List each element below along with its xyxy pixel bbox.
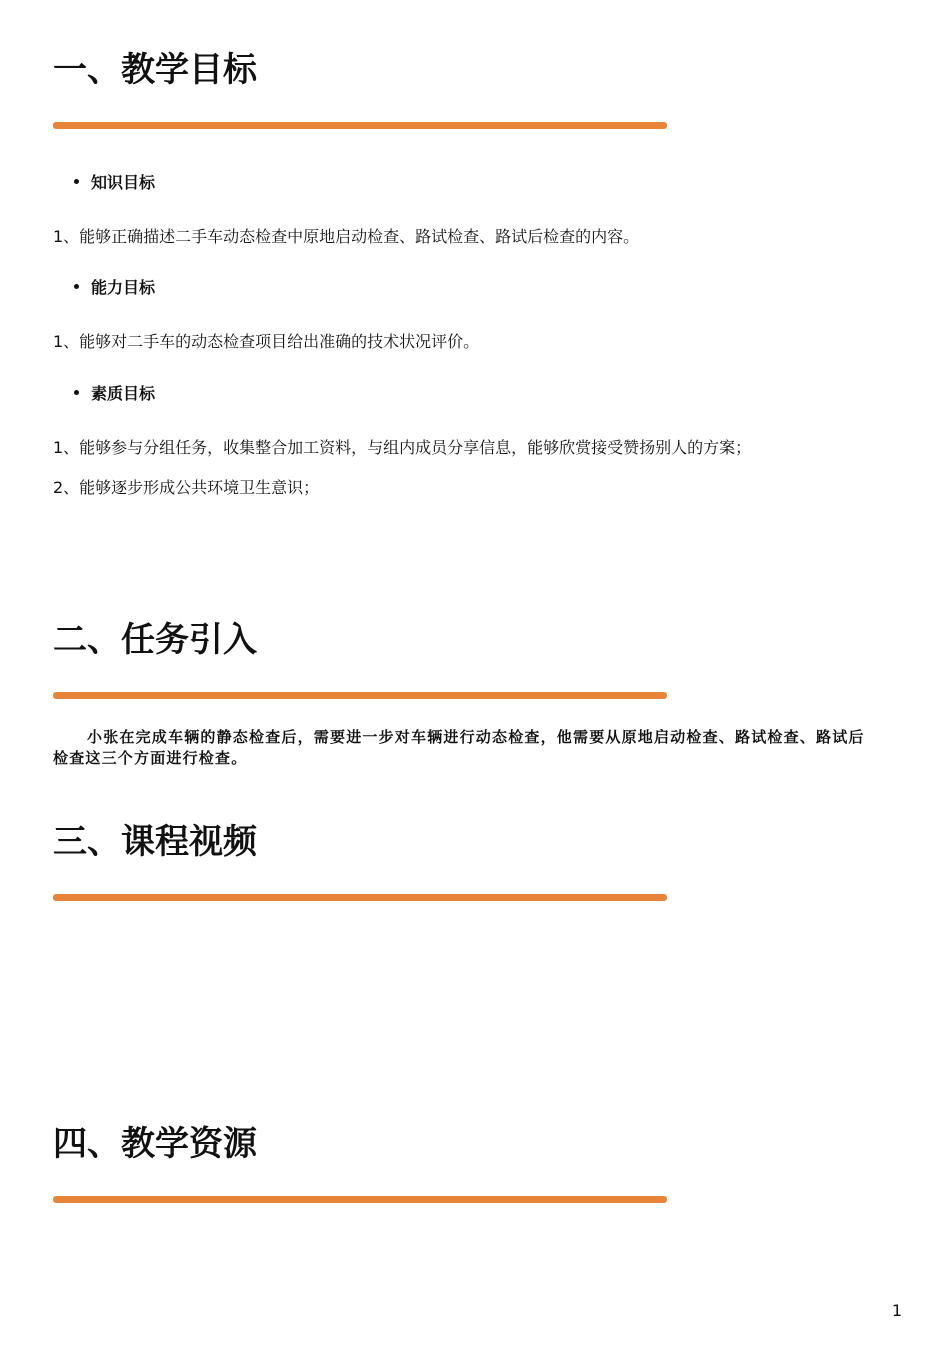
section-title-task-intro: 二、任务引入 bbox=[53, 620, 257, 660]
section-divider bbox=[53, 122, 667, 129]
section-divider bbox=[53, 692, 667, 699]
bullet-label: 素质目标 bbox=[91, 384, 156, 403]
bullet-label: 知识目标 bbox=[91, 173, 156, 192]
bullet-quality-objective bbox=[74, 383, 155, 405]
section-divider bbox=[53, 1196, 667, 1203]
section-divider bbox=[53, 894, 667, 901]
bullet-knowledge-objective bbox=[74, 172, 155, 194]
bullet-ability-objective bbox=[74, 277, 155, 299]
bullet-icon bbox=[74, 390, 79, 395]
section-title-course-video: 三、课程视频 bbox=[53, 822, 257, 862]
bullet-icon bbox=[74, 179, 79, 184]
ability-objective-item: 1、能够对二手车的动态检查项目给出准确的技术状况评价。 bbox=[53, 332, 480, 351]
task-intro-paragraph: 小张在完成车辆的静态检查后，需要进一步对车辆进行动态检查，他需要从原地启动检查、路试检查、路试后检查这三个方面进行检查。 bbox=[53, 728, 865, 767]
page-number: 1 bbox=[891, 1301, 902, 1320]
bullet-label: 能力目标 bbox=[91, 278, 156, 297]
section-title-teaching-objectives: 一、教学目标 bbox=[53, 50, 257, 90]
knowledge-objective-item: 1、能够正确描述二手车动态检查中原地启动检查、路试检查、路试后检查的内容。 bbox=[53, 227, 640, 246]
section-title-teaching-resources: 四、教学资源 bbox=[53, 1124, 257, 1164]
quality-objective-item: 2、能够逐步形成公共环境卫生意识； bbox=[53, 478, 320, 497]
quality-objective-item: 1、能够参与分组任务，收集整合加工资料，与组内成员分享信息，能够欣赏接受赞扬别人的方案； bbox=[53, 438, 752, 457]
bullet-icon bbox=[74, 284, 79, 289]
